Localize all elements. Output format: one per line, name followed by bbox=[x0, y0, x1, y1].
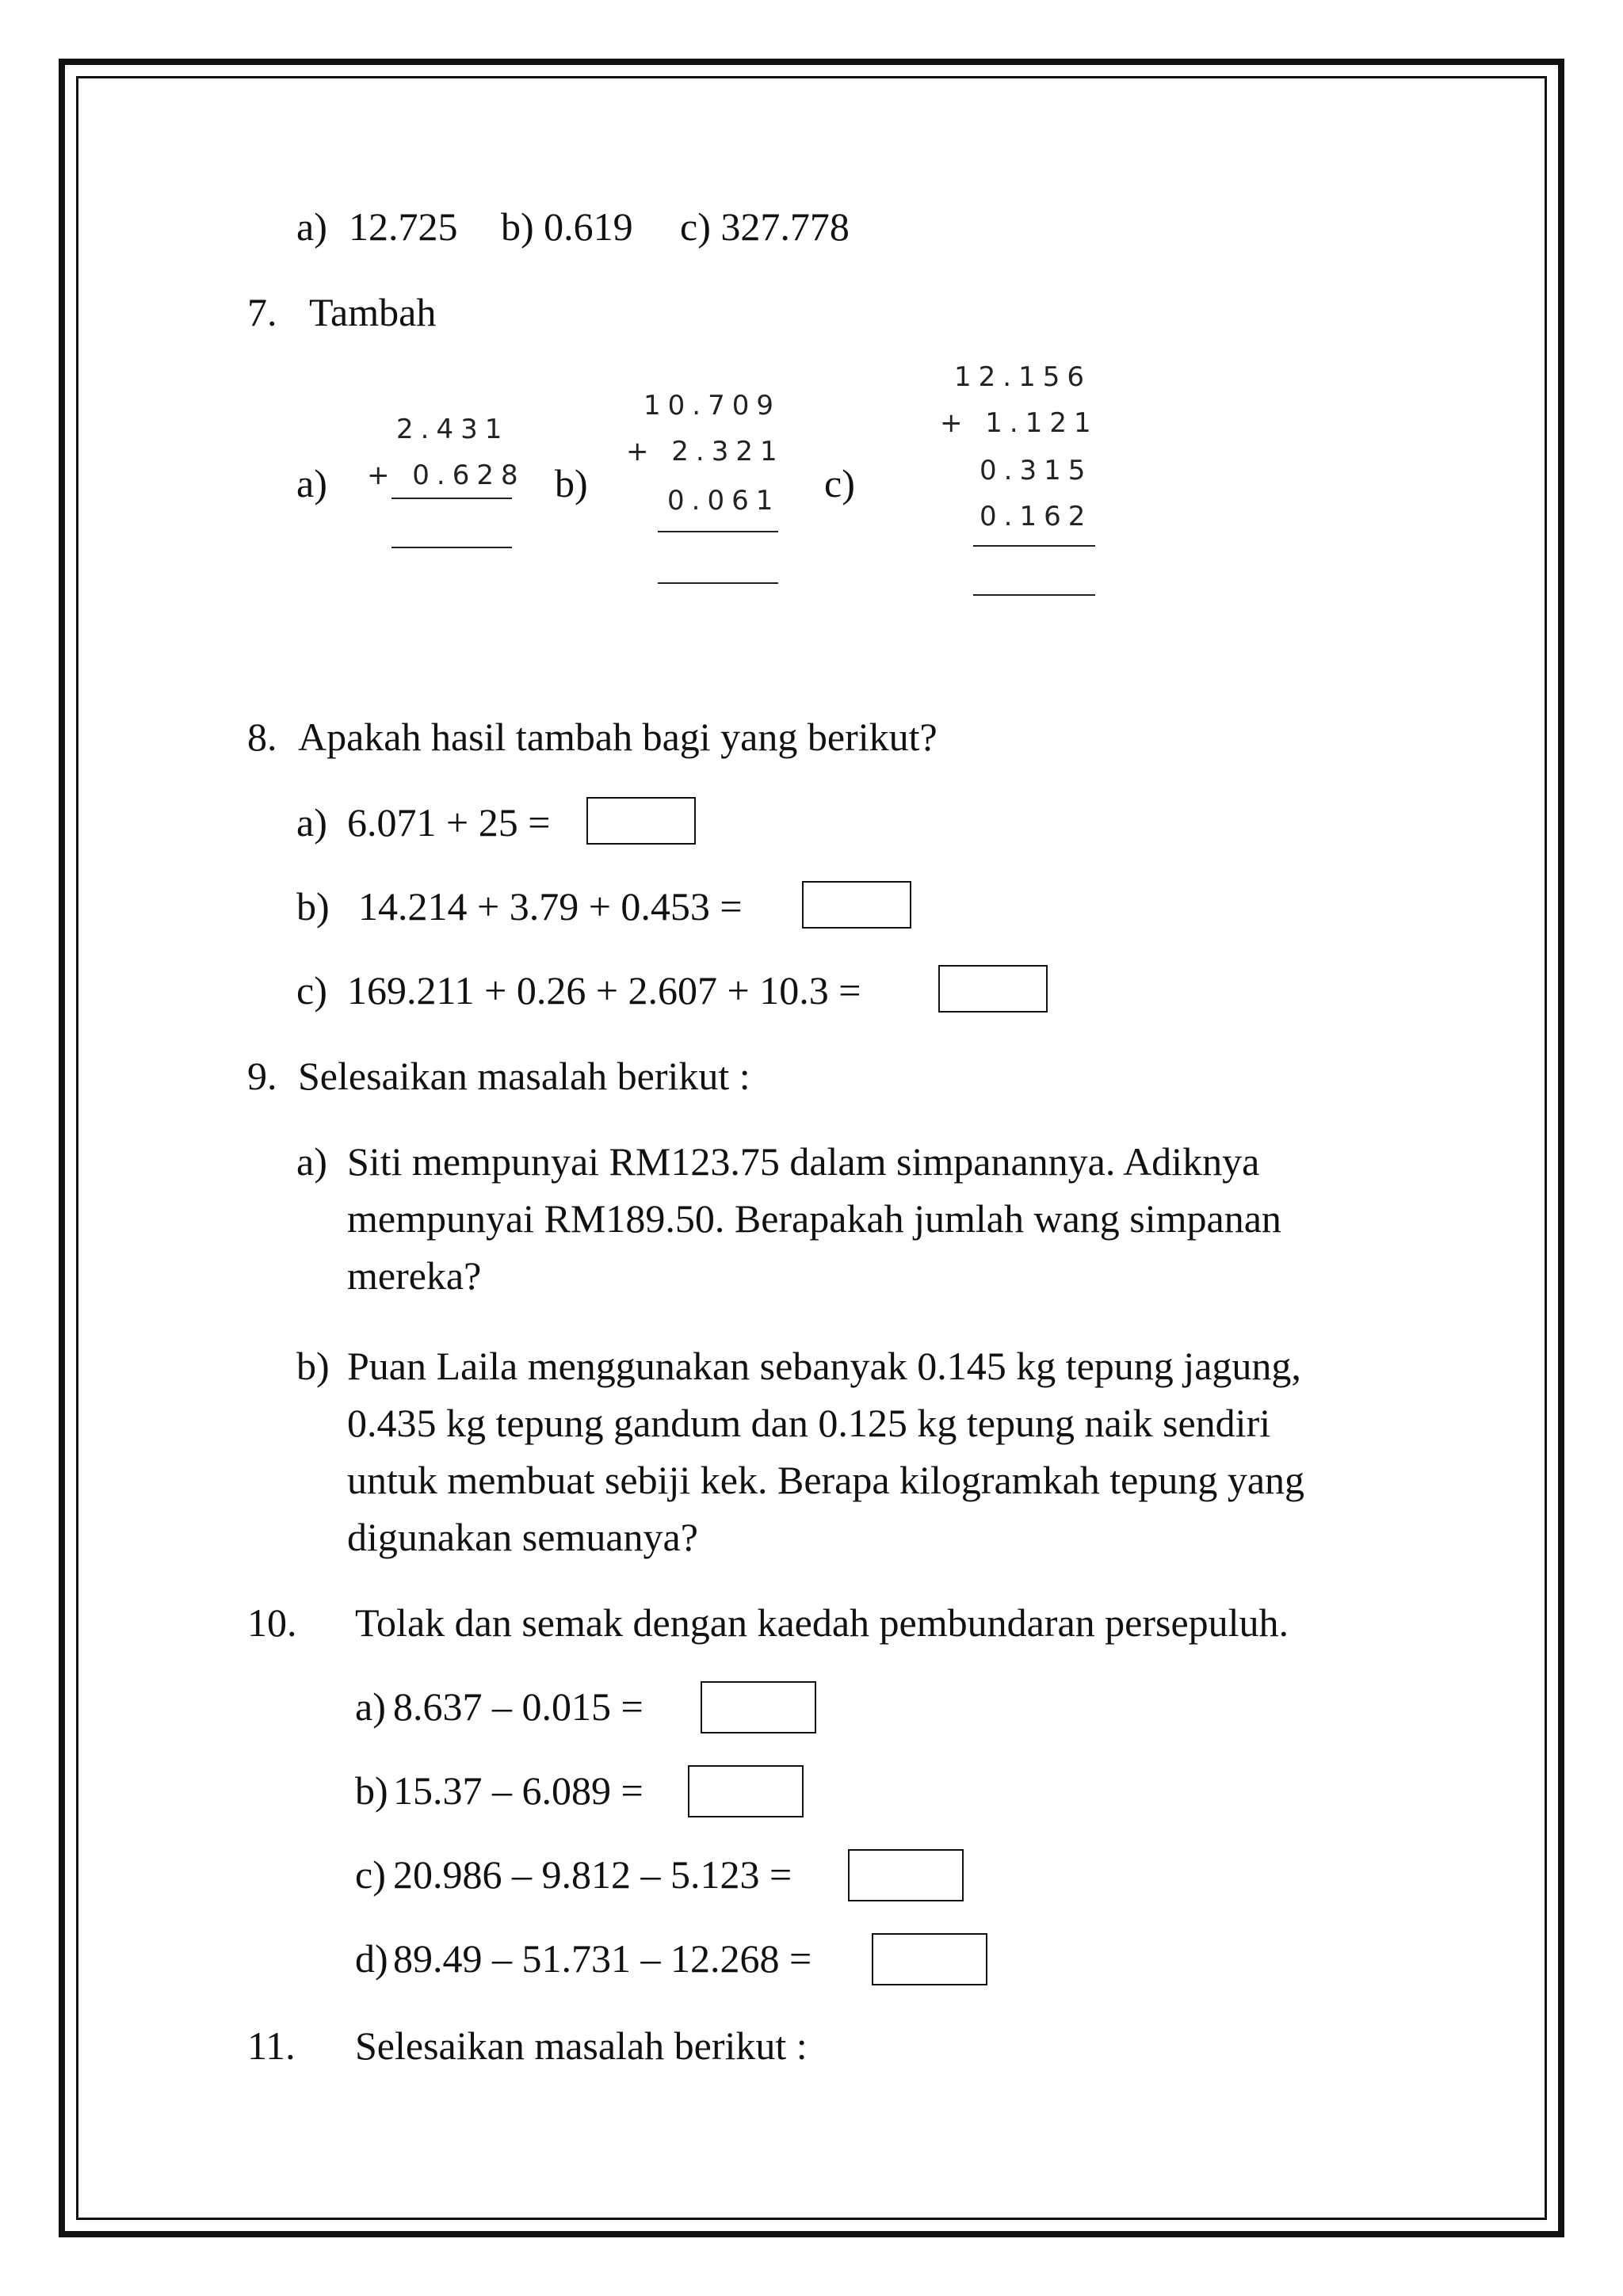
q7-c-addend-2: + 1.121 bbox=[940, 407, 1098, 439]
q8-a-answer-box[interactable] bbox=[586, 797, 696, 845]
q6-answer-a-label: a) bbox=[296, 204, 327, 249]
q7-a-label: a) bbox=[296, 461, 327, 505]
q7-a-addend-1: 2.431 bbox=[396, 414, 510, 445]
q9-number: 9. bbox=[247, 1054, 277, 1098]
q6-answer-a-value: 12.725 bbox=[349, 204, 458, 249]
q7-b-label: b) bbox=[555, 461, 588, 505]
q10-title: Tolak dan semak dengan kaedah pembundaran persepuluh. bbox=[355, 1600, 1289, 1645]
q8-a-expression: 6.071 + 25 = bbox=[347, 800, 551, 845]
q7-a-addend-2: + 0.628 bbox=[367, 460, 525, 491]
q8-b-expression: 14.214 + 3.79 + 0.453 = bbox=[358, 884, 743, 929]
q9-title: Selesaikan masalah berikut : bbox=[298, 1054, 750, 1098]
q10-d-label: d) bbox=[355, 1936, 388, 1981]
q10-a-expression: 8.637 – 0.015 = bbox=[393, 1684, 643, 1729]
q7-c-answer-line bbox=[973, 594, 1095, 596]
q7-c-addend-1: 12.156 bbox=[954, 361, 1091, 393]
q7-a-answer-line bbox=[391, 547, 512, 548]
q8-b-answer-box[interactable] bbox=[802, 881, 911, 929]
q10-c-answer-box[interactable] bbox=[848, 1849, 964, 1901]
q7-b-addend-3: 0.061 bbox=[667, 485, 781, 517]
q8-c-label: c) bbox=[296, 968, 327, 1013]
q10-d-answer-box[interactable] bbox=[872, 1933, 987, 1985]
q7-c-sum-line bbox=[973, 545, 1095, 547]
q7-b-sum-line bbox=[658, 531, 778, 532]
q7-b-addend-1: 10.709 bbox=[643, 390, 781, 421]
q8-c-expression: 169.211 + 0.26 + 2.607 + 10.3 = bbox=[347, 968, 861, 1013]
q10-c-expression: 20.986 – 9.812 – 5.123 = bbox=[393, 1852, 792, 1897]
q7-c-addend-4: 0.162 bbox=[980, 501, 1093, 532]
q9-b-line-1: Puan Laila menggunakan sebanyak 0.145 kg tepung jagung, bbox=[347, 1344, 1301, 1388]
q7-a-sum-line bbox=[391, 498, 512, 499]
q9-a-label: a) bbox=[296, 1139, 327, 1184]
q7-b-addend-2: + 2.321 bbox=[626, 436, 785, 467]
q10-d-expression: 89.49 – 51.731 – 12.268 = bbox=[393, 1936, 812, 1981]
q9-b-line-2: 0.435 kg tepung gandum dan 0.125 kg tepung naik sendiri bbox=[347, 1401, 1271, 1445]
q11-title: Selesaikan masalah berikut : bbox=[355, 2023, 808, 2068]
q8-c-answer-box[interactable] bbox=[938, 965, 1048, 1013]
q9-b-line-3: untuk membuat sebiji kek. Berapa kilogramkah tepung yang bbox=[347, 1458, 1305, 1502]
q7-b-answer-line bbox=[658, 582, 778, 584]
q8-number: 8. bbox=[247, 715, 277, 759]
q7-c-addend-3: 0.315 bbox=[980, 455, 1093, 486]
q10-a-label: a) bbox=[355, 1684, 386, 1729]
q8-b-label: b) bbox=[296, 884, 330, 929]
q9-a-line-1: Siti mempunyai RM123.75 dalam simpanannya. Adiknya bbox=[347, 1139, 1260, 1184]
q7-c-label: c) bbox=[824, 461, 855, 505]
q9-b-line-4: digunakan semuanya? bbox=[347, 1515, 698, 1559]
q11-number: 11. bbox=[247, 2023, 296, 2068]
q8-title: Apakah hasil tambah bagi yang berikut? bbox=[298, 715, 938, 759]
q10-b-label: b) bbox=[355, 1768, 388, 1813]
q10-b-expression: 15.37 – 6.089 = bbox=[393, 1768, 643, 1813]
q9-a-line-3: mereka? bbox=[347, 1253, 482, 1298]
q8-a-label: a) bbox=[296, 800, 327, 845]
q10-a-answer-box[interactable] bbox=[701, 1681, 816, 1733]
q6-answer-c: c) 327.778 bbox=[680, 204, 850, 249]
q6-answer-b: b) 0.619 bbox=[501, 204, 633, 249]
q7-number: 7. bbox=[247, 290, 277, 334]
q10-b-answer-box[interactable] bbox=[688, 1765, 804, 1817]
q9-a-line-2: mempunyai RM189.50. Berapakah jumlah wang simpanan bbox=[347, 1196, 1281, 1241]
q7-title: Tambah bbox=[309, 290, 437, 334]
q10-c-label: c) bbox=[355, 1852, 386, 1897]
q10-number: 10. bbox=[247, 1600, 297, 1645]
q9-b-label: b) bbox=[296, 1344, 330, 1388]
